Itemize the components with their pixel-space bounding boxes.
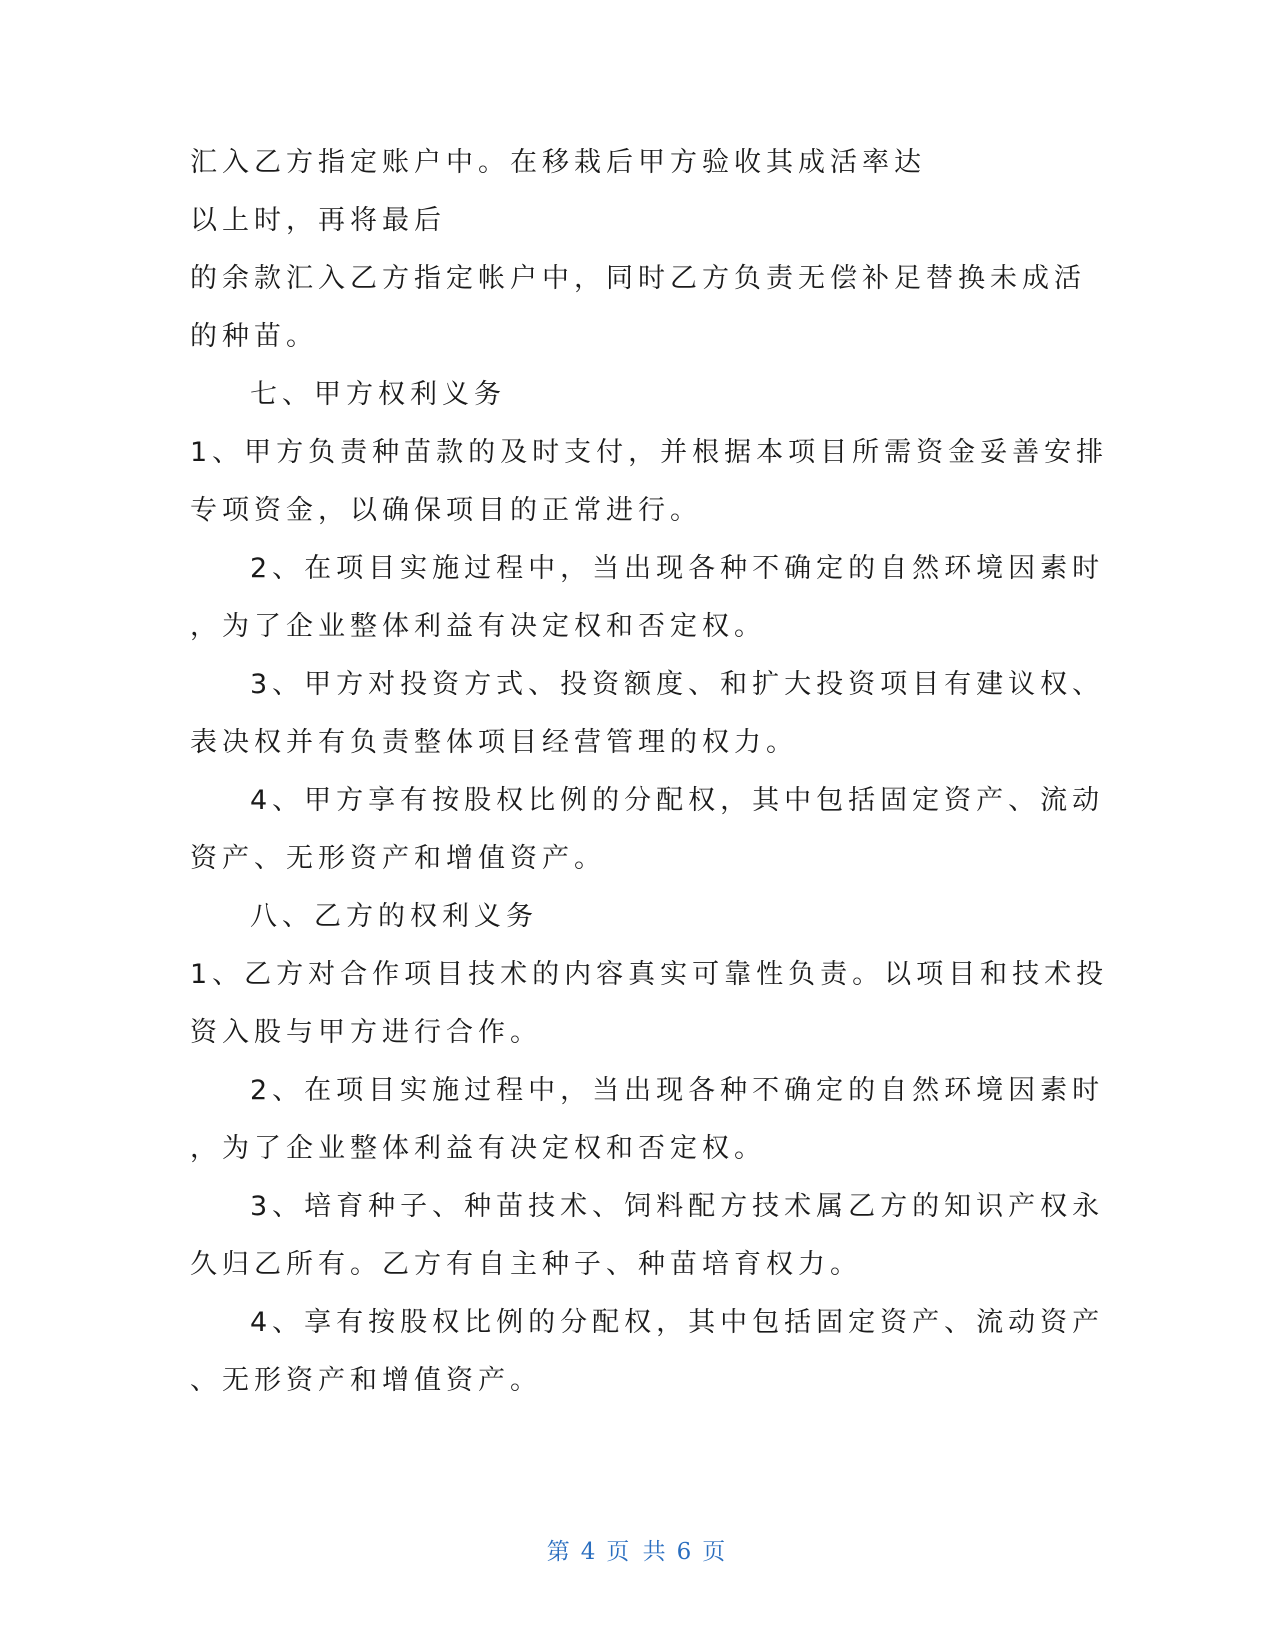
text-line: 4、享有按股权比例的分配权，其中包括固定资产、流动资产 (250, 1307, 1105, 1338)
text-line: 3、甲方对投资方式、投资额度、和扩大投资项目有建议权、 (250, 669, 1105, 700)
text-line: 、无形资产和增值资产。 (190, 1365, 542, 1396)
text-line: 2、在项目实施过程中，当出现各种不确定的自然环境因素时 (250, 1075, 1105, 1106)
text-line: ，为了企业整体利益有决定权和否定权。 (190, 1133, 766, 1164)
text-line: 资产、无形资产和增值资产。 (190, 843, 606, 874)
text-line: 以上时，再将最后 (190, 205, 446, 236)
section-heading: 八、乙方的权利义务 (250, 901, 538, 932)
text-line: 1、乙方对合作项目技术的内容真实可靠性负责。以项目和技术投 (190, 959, 1109, 990)
total-pages-number: 6 (676, 1539, 695, 1565)
current-page-number: 4 (580, 1539, 599, 1565)
text-line: 表决权并有负责整体项目经营管理的权力。 (190, 727, 798, 758)
text-line: ，为了企业整体利益有决定权和否定权。 (190, 611, 766, 642)
text-line: 3、培育种子、种苗技术、饲料配方技术属乙方的知识产权永 (250, 1191, 1105, 1222)
section-heading: 七、甲方权利义务 (250, 379, 506, 410)
text-line: 的种苗。 (190, 321, 318, 352)
text-line: 1、甲方负责种苗款的及时支付，并根据本项目所需资金妥善安排 (190, 437, 1109, 468)
page-label-suffix: 页 (702, 1539, 729, 1565)
text-line: 2、在项目实施过程中，当出现各种不确定的自然环境因素时 (250, 553, 1105, 584)
page-label-mid: 页 共 (606, 1539, 669, 1565)
text-line: 专项资金，以确保项目的正常进行。 (190, 495, 702, 526)
text-line: 汇入乙方指定账户中。在移栽后甲方验收其成活率达 (190, 147, 926, 178)
text-line: 4、甲方享有按股权比例的分配权，其中包括固定资产、流动 (250, 785, 1105, 816)
page-label-prefix: 第 (546, 1539, 573, 1565)
text-line: 资入股与甲方进行合作。 (190, 1017, 542, 1048)
text-line: 久归乙所有。乙方有自主种子、种苗培育权力。 (190, 1249, 862, 1280)
page-number-footer (0, 1533, 1275, 1566)
text-line: 的余款汇入乙方指定帐户中，同时乙方负责无偿补足替换未成活 (190, 263, 1086, 294)
